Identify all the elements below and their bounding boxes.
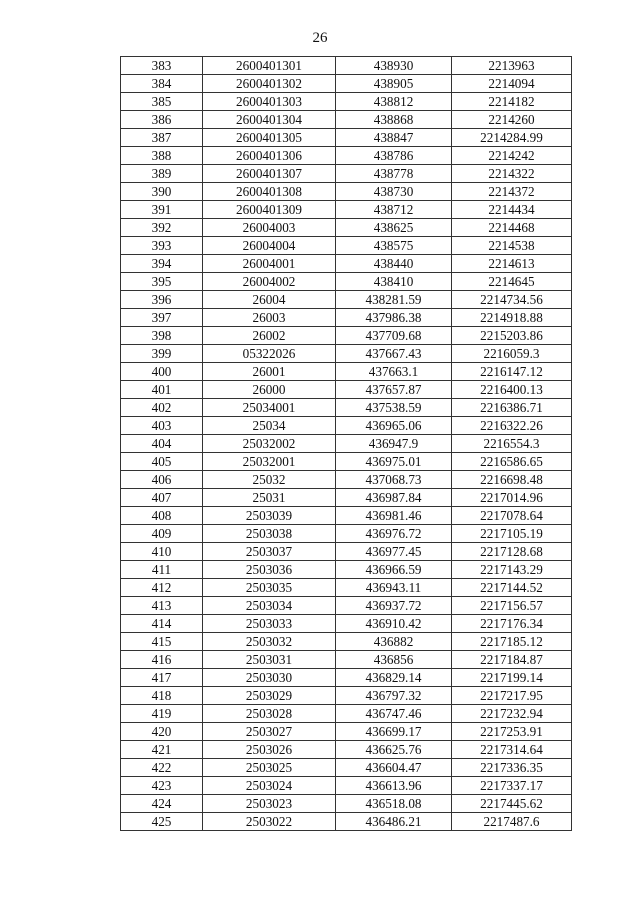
table-row xyxy=(121,93,572,111)
point-id-cell: 2600401308 xyxy=(203,183,336,201)
table-row xyxy=(121,813,572,831)
y-coordinate-cell: 2216698.48 xyxy=(452,471,572,489)
point-id-cell: 2503033 xyxy=(203,615,336,633)
y-coordinate-cell: 2216400.13 xyxy=(452,381,572,399)
point-id-cell: 2503025 xyxy=(203,759,336,777)
table-row xyxy=(121,651,572,669)
point-id-cell: 2503026 xyxy=(203,741,336,759)
table-row xyxy=(121,165,572,183)
x-coordinate-cell: 438440 xyxy=(336,255,452,273)
row-index-cell: 421 xyxy=(121,741,203,759)
x-coordinate-cell: 436937.72 xyxy=(336,597,452,615)
table-row xyxy=(121,525,572,543)
x-coordinate-cell: 436856 xyxy=(336,651,452,669)
point-id-cell: 2600401302 xyxy=(203,75,336,93)
y-coordinate-cell: 2214645 xyxy=(452,273,572,291)
y-coordinate-cell: 2214322 xyxy=(452,165,572,183)
y-coordinate-cell: 2214094 xyxy=(452,75,572,93)
x-coordinate-cell: 436987.84 xyxy=(336,489,452,507)
y-coordinate-cell: 2215203.86 xyxy=(452,327,572,345)
y-coordinate-cell: 2217176.34 xyxy=(452,615,572,633)
x-coordinate-cell: 437986.38 xyxy=(336,309,452,327)
x-coordinate-cell: 438712 xyxy=(336,201,452,219)
x-coordinate-cell: 436975.01 xyxy=(336,453,452,471)
x-coordinate-cell: 436699.17 xyxy=(336,723,452,741)
y-coordinate-cell: 2214613 xyxy=(452,255,572,273)
table-row xyxy=(121,507,572,525)
table-row xyxy=(121,777,572,795)
table-row xyxy=(121,705,572,723)
x-coordinate-cell: 436625.76 xyxy=(336,741,452,759)
row-index-cell: 410 xyxy=(121,543,203,561)
point-id-cell: 2503031 xyxy=(203,651,336,669)
x-coordinate-cell: 436613.96 xyxy=(336,777,452,795)
x-coordinate-cell: 436486.21 xyxy=(336,813,452,831)
row-index-cell: 397 xyxy=(121,309,203,327)
table-row xyxy=(121,561,572,579)
row-index-cell: 391 xyxy=(121,201,203,219)
x-coordinate-cell: 438786 xyxy=(336,147,452,165)
x-coordinate-cell: 437538.59 xyxy=(336,399,452,417)
point-id-cell: 2503022 xyxy=(203,813,336,831)
row-index-cell: 412 xyxy=(121,579,203,597)
table-row xyxy=(121,327,572,345)
table-row xyxy=(121,363,572,381)
row-index-cell: 406 xyxy=(121,471,203,489)
x-coordinate-cell: 436965.06 xyxy=(336,417,452,435)
row-index-cell: 404 xyxy=(121,435,203,453)
y-coordinate-cell: 2216386.71 xyxy=(452,399,572,417)
point-id-cell: 26004004 xyxy=(203,237,336,255)
row-index-cell: 387 xyxy=(121,129,203,147)
row-index-cell: 415 xyxy=(121,633,203,651)
y-coordinate-cell: 2214242 xyxy=(452,147,572,165)
point-id-cell: 2503039 xyxy=(203,507,336,525)
point-id-cell: 2503029 xyxy=(203,687,336,705)
row-index-cell: 390 xyxy=(121,183,203,201)
point-id-cell: 2503027 xyxy=(203,723,336,741)
table-body xyxy=(121,57,572,831)
row-index-cell: 400 xyxy=(121,363,203,381)
point-id-cell: 2503038 xyxy=(203,525,336,543)
y-coordinate-cell: 2214372 xyxy=(452,183,572,201)
y-coordinate-cell: 2217253.91 xyxy=(452,723,572,741)
table-row xyxy=(121,129,572,147)
row-index-cell: 420 xyxy=(121,723,203,741)
y-coordinate-cell: 2217199.14 xyxy=(452,669,572,687)
row-index-cell: 384 xyxy=(121,75,203,93)
table-row xyxy=(121,633,572,651)
row-index-cell: 416 xyxy=(121,651,203,669)
x-coordinate-cell: 436882 xyxy=(336,633,452,651)
row-index-cell: 409 xyxy=(121,525,203,543)
point-id-cell: 26002 xyxy=(203,327,336,345)
point-id-cell: 2503024 xyxy=(203,777,336,795)
x-coordinate-cell: 438778 xyxy=(336,165,452,183)
y-coordinate-cell: 2214538 xyxy=(452,237,572,255)
table-row xyxy=(121,219,572,237)
table-row xyxy=(121,183,572,201)
row-index-cell: 425 xyxy=(121,813,203,831)
row-index-cell: 396 xyxy=(121,291,203,309)
row-index-cell: 411 xyxy=(121,561,203,579)
y-coordinate-cell: 2217156.57 xyxy=(452,597,572,615)
table-row xyxy=(121,201,572,219)
table-row xyxy=(121,543,572,561)
point-id-cell: 26004 xyxy=(203,291,336,309)
y-coordinate-cell: 2214734.56 xyxy=(452,291,572,309)
y-coordinate-cell: 2214182 xyxy=(452,93,572,111)
x-coordinate-cell: 438847 xyxy=(336,129,452,147)
table-row xyxy=(121,309,572,327)
x-coordinate-cell: 438625 xyxy=(336,219,452,237)
x-coordinate-cell: 437068.73 xyxy=(336,471,452,489)
row-index-cell: 383 xyxy=(121,57,203,75)
row-index-cell: 414 xyxy=(121,615,203,633)
point-id-cell: 26001 xyxy=(203,363,336,381)
table-row xyxy=(121,489,572,507)
point-id-cell: 25031 xyxy=(203,489,336,507)
point-id-cell: 2503037 xyxy=(203,543,336,561)
point-id-cell: 26004003 xyxy=(203,219,336,237)
y-coordinate-cell: 2217314.64 xyxy=(452,741,572,759)
y-coordinate-cell: 2214434 xyxy=(452,201,572,219)
table-row xyxy=(121,471,572,489)
point-id-cell: 25032 xyxy=(203,471,336,489)
point-id-cell: 2600401304 xyxy=(203,111,336,129)
row-index-cell: 395 xyxy=(121,273,203,291)
y-coordinate-cell: 2217128.68 xyxy=(452,543,572,561)
y-coordinate-cell: 2217217.95 xyxy=(452,687,572,705)
x-coordinate-cell: 437667.43 xyxy=(336,345,452,363)
point-id-cell: 2503032 xyxy=(203,633,336,651)
y-coordinate-cell: 2216322.26 xyxy=(452,417,572,435)
x-coordinate-cell: 436797.32 xyxy=(336,687,452,705)
y-coordinate-cell: 2217336.35 xyxy=(452,759,572,777)
x-coordinate-cell: 436604.47 xyxy=(336,759,452,777)
table-row xyxy=(121,417,572,435)
page-number: 26 xyxy=(312,30,328,46)
table-row xyxy=(121,111,572,129)
row-index-cell: 407 xyxy=(121,489,203,507)
point-id-cell: 25034001 xyxy=(203,399,336,417)
point-id-cell: 2600401303 xyxy=(203,93,336,111)
x-coordinate-cell: 436947.9 xyxy=(336,435,452,453)
table-row xyxy=(121,795,572,813)
table-row xyxy=(121,399,572,417)
y-coordinate-cell: 2216554.3 xyxy=(452,435,572,453)
x-coordinate-cell: 436829.14 xyxy=(336,669,452,687)
point-id-cell: 2600401305 xyxy=(203,129,336,147)
y-coordinate-cell: 2216147.12 xyxy=(452,363,572,381)
row-index-cell: 403 xyxy=(121,417,203,435)
point-id-cell: 26004002 xyxy=(203,273,336,291)
y-coordinate-cell: 2217487.6 xyxy=(452,813,572,831)
x-coordinate-cell: 438410 xyxy=(336,273,452,291)
coordinates-table xyxy=(120,56,572,831)
point-id-cell: 2503030 xyxy=(203,669,336,687)
point-id-cell: 2503036 xyxy=(203,561,336,579)
row-index-cell: 417 xyxy=(121,669,203,687)
point-id-cell: 2503023 xyxy=(203,795,336,813)
row-index-cell: 408 xyxy=(121,507,203,525)
point-id-cell: 26004001 xyxy=(203,255,336,273)
table-row xyxy=(121,75,572,93)
row-index-cell: 413 xyxy=(121,597,203,615)
table-row xyxy=(121,255,572,273)
row-index-cell: 393 xyxy=(121,237,203,255)
row-index-cell: 402 xyxy=(121,399,203,417)
table-row xyxy=(121,669,572,687)
x-coordinate-cell: 438905 xyxy=(336,75,452,93)
row-index-cell: 401 xyxy=(121,381,203,399)
x-coordinate-cell: 438730 xyxy=(336,183,452,201)
y-coordinate-cell: 2214918.88 xyxy=(452,309,572,327)
y-coordinate-cell: 2217143.29 xyxy=(452,561,572,579)
table-row xyxy=(121,273,572,291)
table-row xyxy=(121,381,572,399)
x-coordinate-cell: 438930 xyxy=(336,57,452,75)
row-index-cell: 422 xyxy=(121,759,203,777)
y-coordinate-cell: 2214260 xyxy=(452,111,572,129)
point-id-cell: 2600401306 xyxy=(203,147,336,165)
x-coordinate-cell: 437709.68 xyxy=(336,327,452,345)
row-index-cell: 389 xyxy=(121,165,203,183)
table-row xyxy=(121,579,572,597)
point-id-cell: 25032002 xyxy=(203,435,336,453)
row-index-cell: 388 xyxy=(121,147,203,165)
x-coordinate-cell: 438281.59 xyxy=(336,291,452,309)
x-coordinate-cell: 438812 xyxy=(336,93,452,111)
point-id-cell: 26000 xyxy=(203,381,336,399)
point-id-cell: 26003 xyxy=(203,309,336,327)
table-row xyxy=(121,57,572,75)
x-coordinate-cell: 436981.46 xyxy=(336,507,452,525)
x-coordinate-cell: 436977.45 xyxy=(336,543,452,561)
table-row xyxy=(121,597,572,615)
y-coordinate-cell: 2216059.3 xyxy=(452,345,572,363)
point-id-cell: 2503034 xyxy=(203,597,336,615)
row-index-cell: 399 xyxy=(121,345,203,363)
y-coordinate-cell: 2217232.94 xyxy=(452,705,572,723)
row-index-cell: 386 xyxy=(121,111,203,129)
x-coordinate-cell: 437657.87 xyxy=(336,381,452,399)
point-id-cell: 2600401307 xyxy=(203,165,336,183)
row-index-cell: 419 xyxy=(121,705,203,723)
y-coordinate-cell: 2213963 xyxy=(452,57,572,75)
y-coordinate-cell: 2217078.64 xyxy=(452,507,572,525)
y-coordinate-cell: 2217185.12 xyxy=(452,633,572,651)
point-id-cell: 2503035 xyxy=(203,579,336,597)
x-coordinate-cell: 436976.72 xyxy=(336,525,452,543)
table-row xyxy=(121,687,572,705)
point-id-cell: 25034 xyxy=(203,417,336,435)
row-index-cell: 398 xyxy=(121,327,203,345)
x-coordinate-cell: 436910.42 xyxy=(336,615,452,633)
y-coordinate-cell: 2217184.87 xyxy=(452,651,572,669)
table-row xyxy=(121,453,572,471)
row-index-cell: 392 xyxy=(121,219,203,237)
x-coordinate-cell: 436966.59 xyxy=(336,561,452,579)
x-coordinate-cell: 438868 xyxy=(336,111,452,129)
x-coordinate-cell: 436943.11 xyxy=(336,579,452,597)
row-index-cell: 385 xyxy=(121,93,203,111)
table-row xyxy=(121,759,572,777)
row-index-cell: 424 xyxy=(121,795,203,813)
table-row xyxy=(121,237,572,255)
point-id-cell: 05322026 xyxy=(203,345,336,363)
y-coordinate-cell: 2214468 xyxy=(452,219,572,237)
point-id-cell: 2600401309 xyxy=(203,201,336,219)
x-coordinate-cell: 438575 xyxy=(336,237,452,255)
table-row xyxy=(121,615,572,633)
table-row xyxy=(121,291,572,309)
table-row xyxy=(121,147,572,165)
table-row xyxy=(121,741,572,759)
row-index-cell: 418 xyxy=(121,687,203,705)
y-coordinate-cell: 2216586.65 xyxy=(452,453,572,471)
row-index-cell: 405 xyxy=(121,453,203,471)
table-row xyxy=(121,345,572,363)
y-coordinate-cell: 2217105.19 xyxy=(452,525,572,543)
y-coordinate-cell: 2217445.62 xyxy=(452,795,572,813)
point-id-cell: 2503028 xyxy=(203,705,336,723)
row-index-cell: 394 xyxy=(121,255,203,273)
x-coordinate-cell: 436518.08 xyxy=(336,795,452,813)
x-coordinate-cell: 436747.46 xyxy=(336,705,452,723)
point-id-cell: 2600401301 xyxy=(203,57,336,75)
x-coordinate-cell: 437663.1 xyxy=(336,363,452,381)
y-coordinate-cell: 2217014.96 xyxy=(452,489,572,507)
table-row xyxy=(121,435,572,453)
table-row xyxy=(121,723,572,741)
row-index-cell: 423 xyxy=(121,777,203,795)
y-coordinate-cell: 2217144.52 xyxy=(452,579,572,597)
y-coordinate-cell: 2217337.17 xyxy=(452,777,572,795)
y-coordinate-cell: 2214284.99 xyxy=(452,129,572,147)
point-id-cell: 25032001 xyxy=(203,453,336,471)
